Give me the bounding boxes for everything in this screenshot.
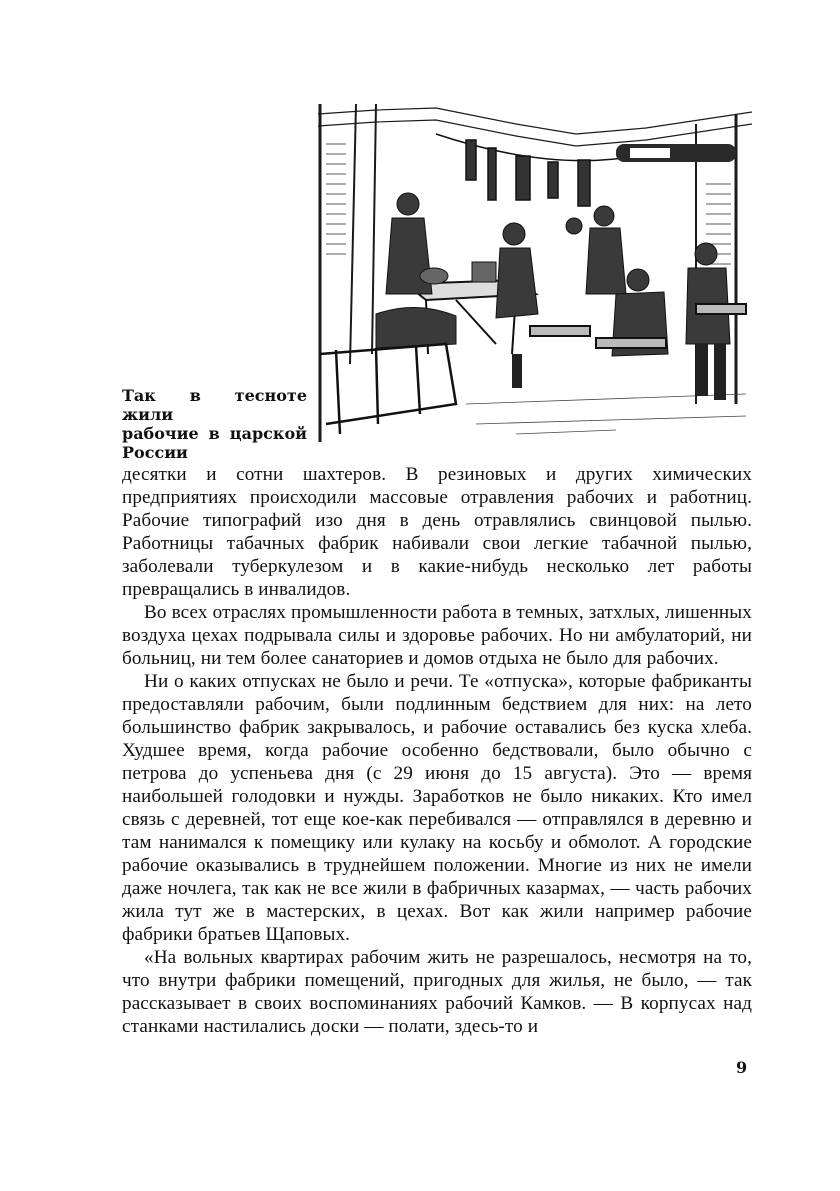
barracks-illustration [316,104,754,442]
paragraph: «На вольных квартирах рабочим жить не разрешалось, несмотря на то, что внутри фабрики помещений, пригодных для жилья, не было, — так рассказывает в своих воспоминаниях рабочий Камков. — В корпусах над станками настилались доски — полати, здесь-то и [122,947,752,1037]
crowded-barracks-engraving-icon [316,104,754,442]
paragraph: десятки и сотни шахтеров. В резиновых и других химических предприятиях происходили массовые отравления рабочих и работниц. Рабочие типографий изо дня в день отравлялись свинцовой пылью. Работницы табачных фабрик набивали свои легкие табачной пылью, заболевали туберкулезом и в какие-нибудь несколько лет работы превращались в инвалидов. [122,464,752,600]
page-number: 9 [736,1058,748,1077]
body-text [122,463,752,1038]
paragraph: Во всех отраслях промышленности работа в темных, затхлых, лишенных воздуха цехах подрывала силы и здоровье рабочих. Но ни амбулаторий, ни больниц, ни тем более санаториев и домов отдыха не было для рабочих. [122,602,752,669]
caption-line: Так в тесноте жили [122,386,307,424]
illustration-caption [122,386,307,462]
paragraph: Ни о каких отпусках не было и речи. Те «отпуска», которые фабриканты предоставляли рабочим, были подлинным бедствием для них: на лето большинство фабрик закрывалось, и рабочие оставались без куска хлеба. Худшее время, когда рабочие особенно бедствовали, было обычно с петрова до успеньева дня (с 29 июня до 15 августа). Это — время наибольшей голодовки и нужды. Заработков не было никаких. Кто имел связь с деревней, тот еще кое-как перебивался — отправлялся в деревню и там нанимался к помещику или кулаку на косьбу и обмолот. А городские рабочие оказывались в труднейшем положении. Многие из них не имели даже ночлега, так как не все жили в фабричных казармах, — часть рабочих жила тут же в мастерских, в цехах. Вот как жили например рабочие фабрики братьев Щаповых. [122,671,752,945]
caption-line: рабочие в царской [122,424,307,443]
caption-line: России [122,443,188,462]
